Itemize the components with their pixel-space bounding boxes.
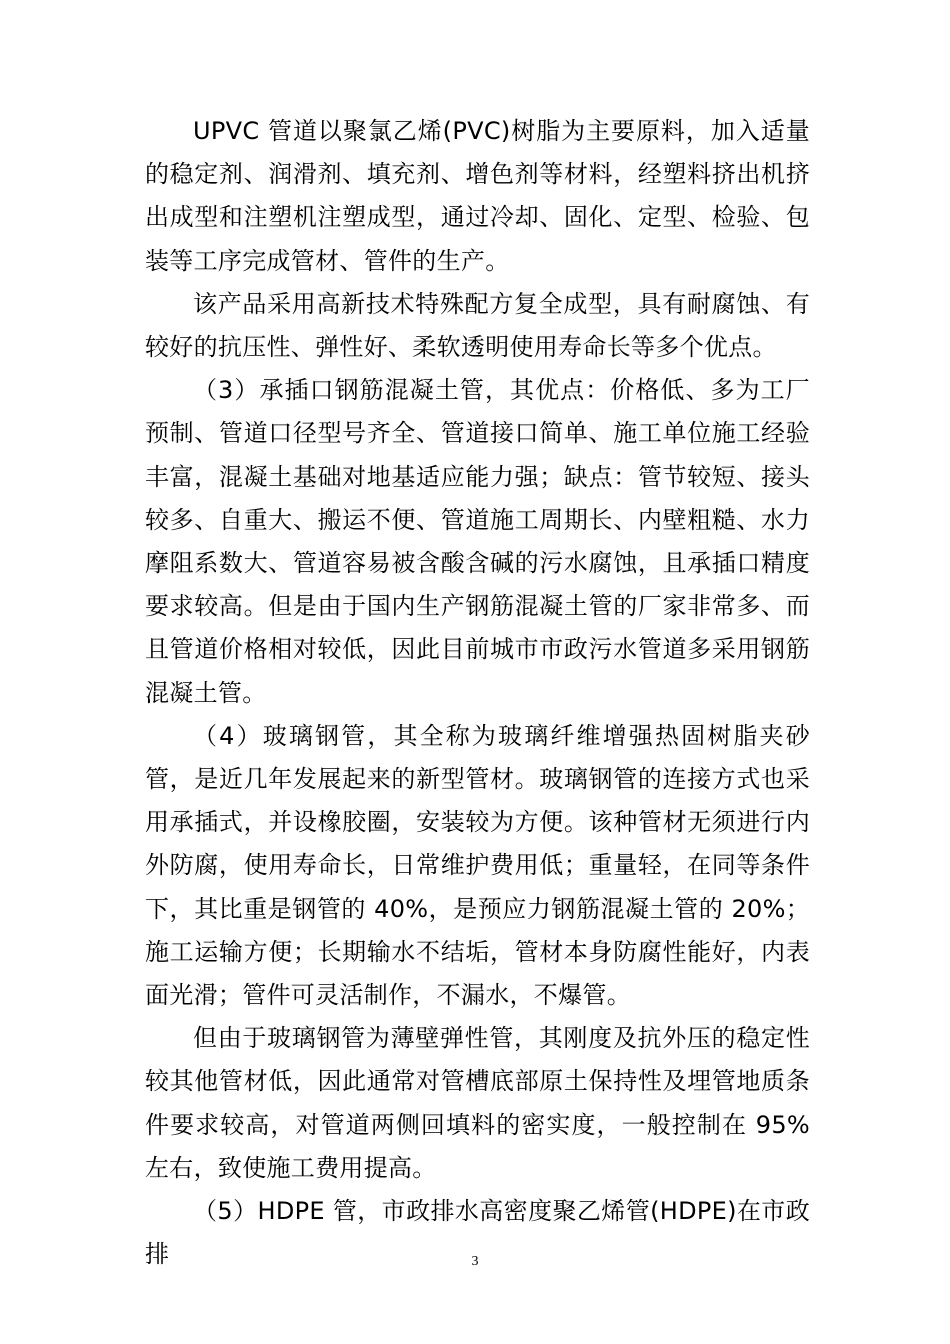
- page-number: 3: [471, 1254, 479, 1269]
- paragraph-advantages: 该产品采用高新技术特殊配方复全成型，具有耐腐蚀、有较好的抗压性、弹性好、柔软透明使用寿命长等多个优点。: [145, 289, 810, 362]
- paragraph-frp-pipe: （4）玻璃钢管，其全称为玻璃纤维增强热固树脂夹砂管，是近几年发展起来的新型管材。玻璃钢管的连接方式也采用承插式，并设橡胶圈，安装较为方便。该种管材无须进行内外防腐，使用寿命长，日常维护费用低；重量轻，在同等条件下，其比重是钢管的 40%，是预应力钢筋混凝土管的 20%；施工运输方便；长期输水不结垢，管材本身防腐性能好，内表面光滑；管件可灵活制作，不漏水，不爆管。: [145, 721, 810, 1010]
- paragraph-frp-drawbacks: 但由于玻璃钢管为薄壁弹性管，其刚度及抗外压的稳定性较其他管材低，因此通常对管槽底部原土保持性及埋管地质条件要求较高，对管道两侧回填料的密实度，一般控制在 95%左右，致使施工费用提高。: [145, 1024, 810, 1182]
- paragraph-concrete-pipe: （3）承插口钢筋混凝土管，其优点：价格低、多为工厂预制、管道口径型号齐全、管道接口简单、施工单位施工经验丰富，混凝土基础对地基适应能力强；缺点：管节较短、接头较多、自重大、搬运不便、管道施工周期长、内壁粗糙、水力摩阻系数大、管道容易被含酸含碱的污水腐蚀，且承插口精度要求较高。但是由于国内生产钢筋混凝土管的厂家非常多、而且管道价格相对较低，因此目前城市市政污水管道多采用钢筋混凝土管。: [145, 376, 810, 707]
- body-text: [145, 110, 810, 1276]
- paragraph-upvc: UPVC 管道以聚氯乙烯(PVC)树脂为主要原料，加入适量的稳定剂、润滑剂、填充剂、增色剂等材料，经塑料挤出机挤出成型和注塑机注塑成型，通过冷却、固化、定型、检验、包装等工序完成管材、管件的生产。: [145, 117, 810, 275]
- paragraph-hdpe-pipe: （5）HDPE 管，市政排水高密度聚乙烯管(HDPE)在市政排: [145, 1197, 810, 1269]
